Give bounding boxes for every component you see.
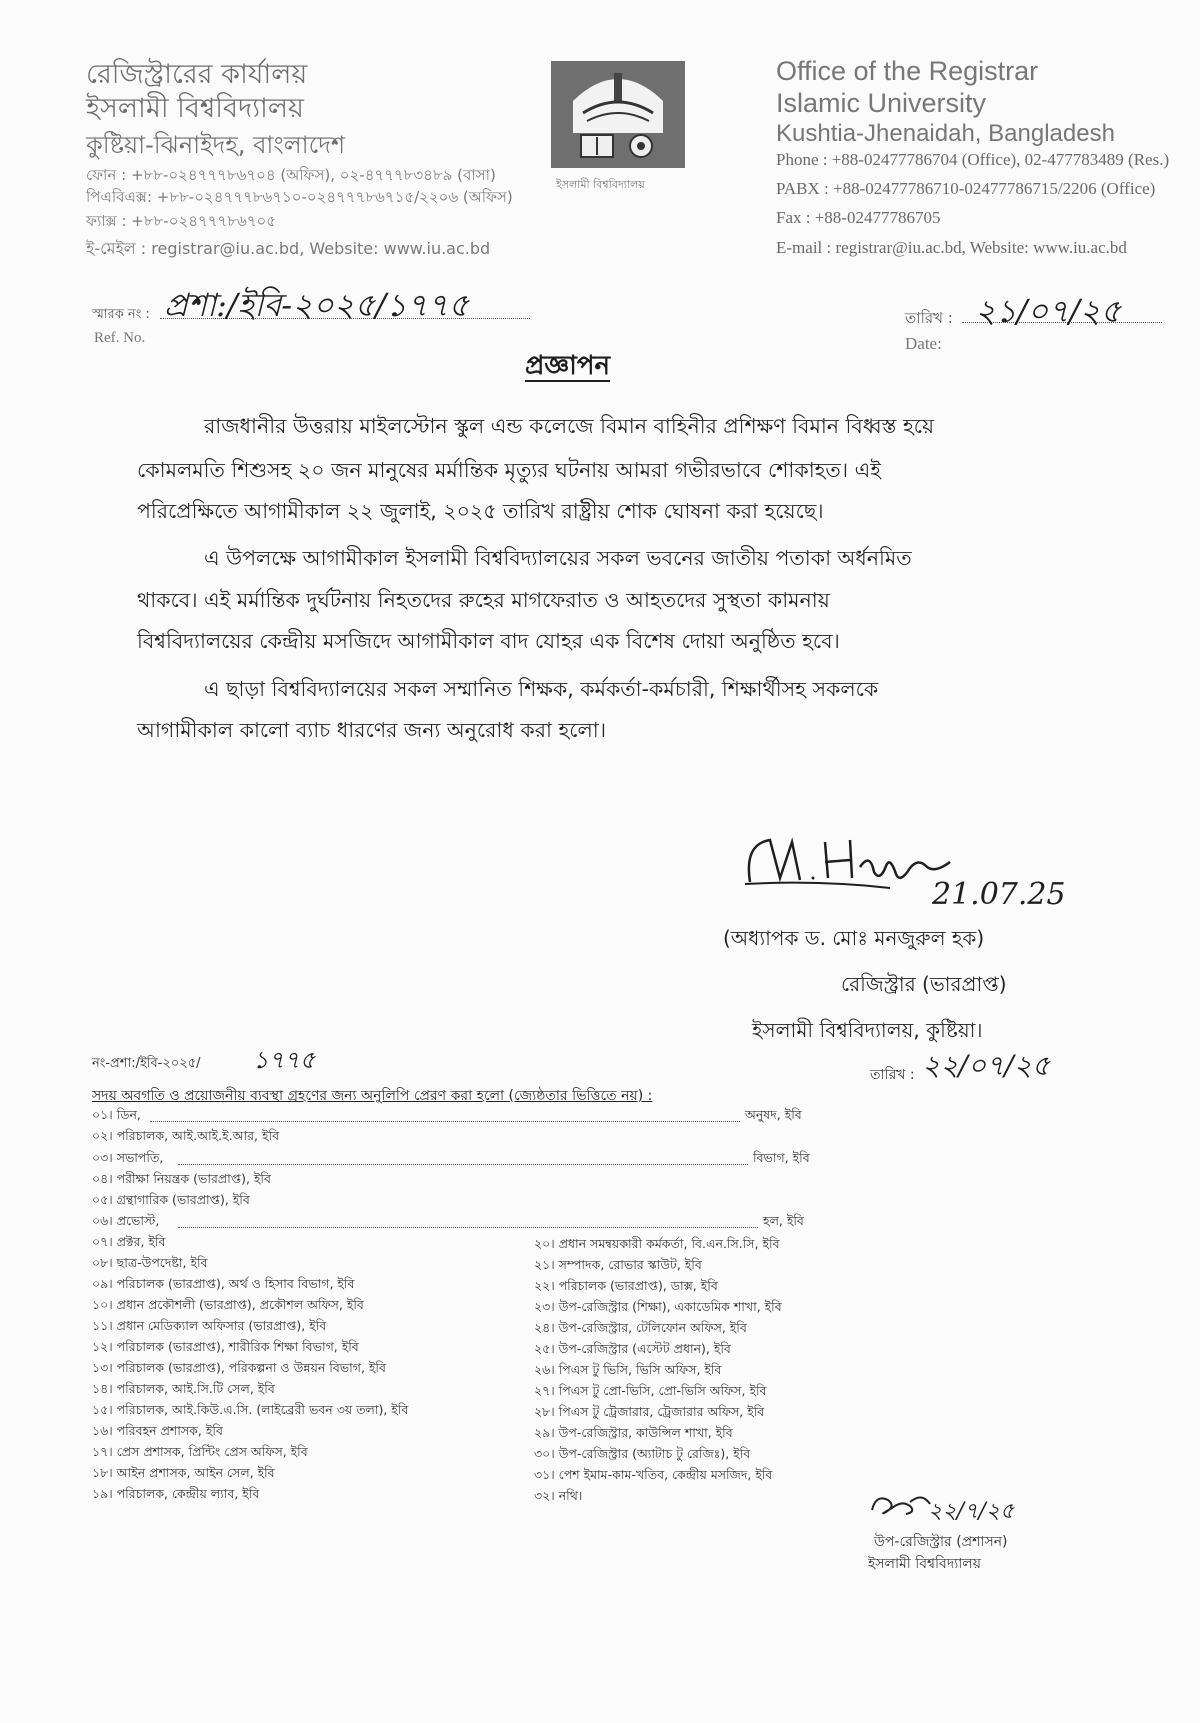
copy-line-01-end: অনুষদ, ইবি	[745, 1107, 802, 1122]
copy-item: ১০। প্রধান প্রকৌশলী (ভারপ্রাপ্ত), প্রকৌশল অফিস, ইবি	[92, 1297, 364, 1312]
copy-line-01-dots	[150, 1121, 740, 1122]
memo-number-handwritten: ১৭৭৫	[253, 1046, 316, 1074]
copy-item: ১১। প্রধান মেডিক্যাল অফিসার (ভারপ্রাপ্ত), ইবি	[92, 1318, 327, 1333]
paragraph-1-line-1: রাজধানীর উত্তরায় মাইলস্টোন স্কুল এন্ড কলেজে বিমান বাহিনীর প্রশিক্ষণ বিমান বিধ্বস্ত হয়ে	[204, 414, 935, 438]
registrar-designation: রেজিস্ট্রার (ভারপ্রাপ্ত)	[841, 972, 1007, 996]
office-name-bn: রেজিস্ট্রারের কার্যালয়	[86, 59, 308, 90]
date-label-bn: তারিখ :	[905, 309, 953, 327]
fax-bn: ফ্যাক্স : +৮৮-০২৪৭৭৭৮৬৭০৫	[86, 212, 276, 230]
copy-line-02: ০২। পরিচালক, আই.আই.ই.আর, ইবি	[92, 1128, 280, 1143]
copy-line-03-end: বিভাগ, ইবি	[753, 1150, 810, 1165]
ref-label-en: Ref. No.	[94, 330, 146, 346]
copy-item: ১৩। পরিচালক (ভারপ্রাপ্ত), পরিকল্পনা ও উন্নয়ন বিভাগ, ইবি	[92, 1360, 386, 1375]
pabx-bn: পিএবিএক্স: +৮৮-০২৪৭৭৭৮৬৭১০-০২৪৭৭৭৮৬৭১৫/২২০৬ (অফিস)	[86, 188, 513, 206]
paragraph-2-line-2: থাকবে। এই মর্মান্তিক দুর্ঘটনায় নিহতদের রুহের মাগফেরাত ও আহতদের সুস্থতা কামনায়	[137, 588, 830, 612]
email-bn: ই-মেইল : registrar@iu.ac.bd, Website: www.iu.ac.bd	[86, 239, 491, 258]
copy-line-03-dots	[178, 1164, 748, 1165]
copy-item: ২৮। পিএস টু ট্রেজারার, ট্রেজারার অফিস, ইবি	[534, 1404, 765, 1419]
copy-line-06-end: হল, ইবি	[763, 1213, 804, 1228]
copy-item: ২৪। উপ-রেজিস্ট্রার, টেলিফোন অফিস, ইবি	[534, 1320, 747, 1335]
copy-line-01-start: ০১। ডিন,	[92, 1107, 141, 1122]
copy-item: ১৫। পরিচালক, আই.কিউ.এ.সি. (লাইব্রেরী ভবন ৩য় তলা), ইবি	[92, 1402, 409, 1417]
ref-label-bn: স্মারক নং :	[92, 307, 150, 322]
date-handwritten: ২১/০৭/২৫	[975, 292, 1122, 330]
date-label-en: Date:	[905, 334, 942, 353]
copy-item: ১৪। পরিচালক, আই.সি.টি সেল, ইবি	[92, 1381, 275, 1396]
paragraph-3-line-1: এ ছাড়া বিশ্ববিদ্যালয়ের সকল সম্মানিত শিক্ষক, কর্মকর্তা-কর্মচারী, শিক্ষার্থীসহ সকলকে	[204, 677, 879, 701]
memo-number-prefix: নং-প্রশা:/ইবি-২০২৫/	[92, 1056, 201, 1071]
copy-line-06-dots	[178, 1227, 758, 1228]
fax-en: Fax : +88-02477786705	[776, 208, 941, 227]
registrar-name: (অধ্যাপক ড. মোঃ মনজুরুল হক)	[723, 926, 985, 950]
copy-item: ৩০। উপ-রেজিস্ট্রার (অ্যাটাচ টু রেজিঃ), ইবি	[534, 1446, 751, 1461]
copy-item: ১২। পরিচালক (ভারপ্রাপ্ত), শারীরিক শিক্ষা বিভাগ, ইবি	[92, 1339, 359, 1354]
copy-heading: সদয় অবগতি ও প্রয়োজনীয় ব্যবস্থা গ্রহণের জন্য অনুলিপি প্রেরণ করা হলো (জ্যেষ্ঠতার ভিত্তিতে নয়) :	[92, 1088, 653, 1104]
copy-item: ২৬। পিএস টু ভিসি, ভিসি অফিস, ইবি	[534, 1362, 722, 1377]
copy-item: ২২। পরিচালক (ভারপ্রাপ্ত), ডাক্স, ইবি	[534, 1278, 718, 1293]
pabx-en: PABX : +88-02477786710-02477786715/2206 (Office)	[776, 179, 1156, 198]
copy-item: ২৯। উপ-রেজিস্ট্রার, কাউন্সিল শাখা, ইবি	[534, 1425, 733, 1440]
university-logo	[551, 61, 685, 168]
paragraph-2-line-1: এ উপলক্ষে আগামীকাল ইসলামী বিশ্ববিদ্যালয়ের সকল ভবনের জাতীয় পতাকা অর্ধনমিত	[204, 546, 912, 570]
copy-line-05: ০৫। গ্রন্থাগারিক (ভারপ্রাপ্ত), ইবি	[92, 1192, 250, 1207]
location-en: Kushtia-Jhenaidah, Bangladesh	[776, 120, 1115, 147]
copy-date-handwritten: ২২/০৭/২৫	[922, 1049, 1051, 1082]
copy-item: ০৮। ছাত্র-উপদেষ্টা, ইবি	[92, 1255, 208, 1270]
registrar-institution: ইসলামী বিশ্ববিদ্যালয়, কুষ্টিয়া।	[752, 1018, 983, 1042]
copy-item: ১৬। পরিবহন প্রশাসক, ইবি	[92, 1423, 223, 1438]
copy-item: ১৮। আইন প্রশাসক, আইন সেল, ইবি	[92, 1465, 275, 1480]
deputy-registrar-institution: ইসলামী বিশ্ববিদ্যালয়	[868, 1556, 981, 1572]
copy-item: ২৩। উপ-রেজিস্ট্রার (শিক্ষা), একাডেমিক শাখা, ইবি	[534, 1299, 782, 1314]
copy-line-06-start: ০৬। প্রভোস্ট,	[92, 1213, 160, 1228]
copy-item: ৩১। পেশ ইমাম-কাম-খতিব, কেন্দ্রীয় মসজিদ, ইবি	[534, 1467, 773, 1482]
copy-item: ২৭। পিএস টু প্রো-ভিসি, প্রো-ভিসি অফিস, ইবি	[534, 1383, 767, 1398]
copy-item: ০৯। পরিচালক (ভারপ্রাপ্ত), অর্থ ও হিসাব বিভাগ, ইবি	[92, 1276, 355, 1291]
signature-date: 21.07.25	[932, 877, 1066, 912]
copy-date-label: তারিখ :	[870, 1067, 915, 1083]
university-name-en: Islamic University	[776, 88, 987, 118]
copy-line-03-start: ০৩। সভাপতি,	[92, 1150, 164, 1165]
page-title: প্রজ্ঞাপন	[525, 351, 610, 381]
copy-item: ২০। প্রধান সমন্বয়কারী কর্মকর্তা, বি.এন.সি.সি, ইবি	[534, 1236, 780, 1251]
ref-number-handwritten: প্রশা:/ইবি-২০২৫/১৭৭৫	[164, 286, 470, 324]
email-en: E-mail : registrar@iu.ac.bd, Website: www.iu.ac.bd	[776, 238, 1127, 257]
deputy-registrar-initials	[866, 1488, 936, 1528]
deputy-registrar-date: ২২/৭/২৫	[928, 1499, 1015, 1524]
paragraph-1-line-2: কোমলমতি শিশুসহ ২০ জন মানুষের মর্মান্তিক মৃত্যুর ঘটনায় আমরা গভীরভাবে শোকাহত। এই	[137, 458, 881, 482]
paragraph-3-line-2: আগামীকাল কালো ব্যাচ ধারণের জন্য অনুরোধ করা হলো।	[137, 718, 607, 742]
copy-item: ২১। সম্পাদক, রোভার স্কাউট, ইবি	[534, 1257, 702, 1272]
phone-bn: ফোন : +৮৮-০২৪৭৭৭৮৬৭০৪ (অফিস), ০২-৪৭৭৭৮৩৪৮৯ (বাসা)	[86, 166, 496, 184]
copy-item: ০৭। প্রক্টর, ইবি	[92, 1234, 166, 1249]
phone-en: Phone : +88-02477786704 (Office), 02-477783489 (Res.)	[776, 150, 1170, 169]
paragraph-2-line-3: বিশ্ববিদ্যালয়ের কেন্দ্রীয় মসজিদে আগামীকাল বাদ যোহর এক বিশেষ দোয়া অনুষ্ঠিত হবে।	[137, 629, 840, 653]
logo-caption: ইসলামী বিশ্ববিদ্যালয়	[556, 178, 645, 191]
copy-item: ৩২। নথি।	[534, 1488, 583, 1503]
university-name-bn: ইসলামী বিশ্ববিদ্যালয়	[86, 93, 304, 124]
paragraph-1-line-3: পরিপ্রেক্ষিতে আগামীকাল ২২ জুলাই, ২০২৫ তারিখ রাষ্ট্রীয় শোক ঘোষনা করা হয়েছে।	[137, 499, 824, 523]
copy-line-04: ০৪। পরীক্ষা নিয়ন্ত্রক (ভারপ্রাপ্ত), ইবি	[92, 1171, 271, 1186]
deputy-registrar-designation: উপ-রেজিস্ট্রার (প্রশাসন)	[874, 1534, 1008, 1550]
location-bn: কুষ্টিয়া-ঝিনাইদহ, বাংলাদেশ	[86, 131, 346, 159]
copy-item: ১৭। প্রেস প্রশাসক, প্রিন্টিং প্রেস অফিস, ইবি	[92, 1444, 308, 1459]
copy-item: ১৯। পরিচালক, কেন্দ্রীয় ল্যাব, ইবি	[92, 1486, 260, 1501]
copy-item: ২৫। উপ-রেজিস্ট্রার (এস্টেট প্রধান), ইবি	[534, 1341, 731, 1356]
office-name-en: Office of the Registrar	[776, 56, 1039, 86]
